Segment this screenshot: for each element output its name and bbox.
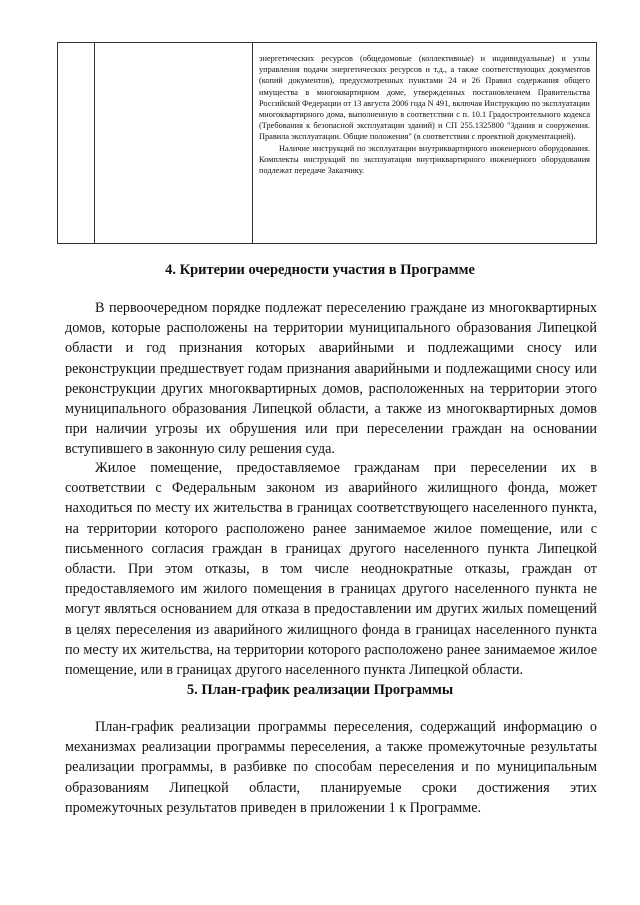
table-cell-text: энергетических ресурсов (общедомовые (коллективные) и индивидуальные) и узлы управления подачи энергетических ресурсов и т.д., а также соответствующих документов (копий документов), предусмотренных пунктами 24 и 26 Правил содержания общего имущества в многоквартирном доме, утвержденных постановлением Правительства Российской Федерации от 13 августа 2006 года N 491, включая Инструкцию по эксплуатации многоквартирного дома, выполненную в соответствии с п. 10.1 Градостроительного кодекса (Требования к безопасной эксплуатации зданий) и СП 255.1325800 "Здания и сооружения. Правила эксплуатации. Общие положения" (в соответствии с проектной документацией).	[259, 54, 590, 142]
section-4-paragraph: В первоочередном порядке подлежат переселению граждане из многоквартирных домов, которые расположены на территории муниципального образования Липецкой области и год признания которых аварийными и подлежащими сносу или реконструкции предшествует годам признания аварийными и подлежащими сносу или реконструкции других многоквартирных домов, расположенных на территории этого муниципального образования Липецкой области, а также из многоквартирных домов при наличии угрозы их обрушения или при переселении граждан на основании вступившего в законную силу решения суда.	[65, 300, 597, 458]
table-cell-text: Наличие инструкций по эксплуатации внутриквартирного инженерного оборудования. Комплекты инструкций по эксплуатации внутриквартирного инженерного оборудования подлежат передаче Заказчику.	[259, 143, 590, 176]
section-4-paragraph: Жилое помещение, предоставляемое гражданам при переселении их в соответствии с Федеральным законом из аварийного жилищного фонда, может находиться по месту их жительства в границах соответствующего населенного пункта, на территории которого расположено ранее занимаемое жилое помещение, или с письменного согласия граждан в границах другого населенного пункта Липецкой области. При этом отказы, в том числе неоднократные отказы, граждан от предоставляемого им жилого помещения в границах другого населенного пункта не могут являться основанием для отказа в предоставлении им других жилых помещений в целях переселения из аварийного жилищного фонда в границах населенного пункта по месту их жительства, на территории которого расположено ранее занимаемое жилое помещение, или в границах другого населенного пункта Липецкой области.	[65, 460, 597, 679]
table-column-number	[58, 43, 95, 243]
table-column-description	[253, 43, 596, 243]
section-5-heading: 5. План-график реализации Программы	[186, 682, 454, 698]
requirements-table-fragment	[57, 42, 597, 244]
table-column-name	[95, 43, 253, 243]
section-4-heading: 4. Критерии очередности участия в Программе	[165, 262, 475, 278]
section-5-paragraph: План-график реализации программы переселения, содержащий информацию о механизмах реализации программы переселения, а также промежуточные результаты реализации программы, в разбивке по способам переселения и по муниципальным образованиям Липецкой области, планируемые сроки достижения этих промежуточных результатов приведен в приложении 1 к Программе.	[65, 719, 597, 816]
